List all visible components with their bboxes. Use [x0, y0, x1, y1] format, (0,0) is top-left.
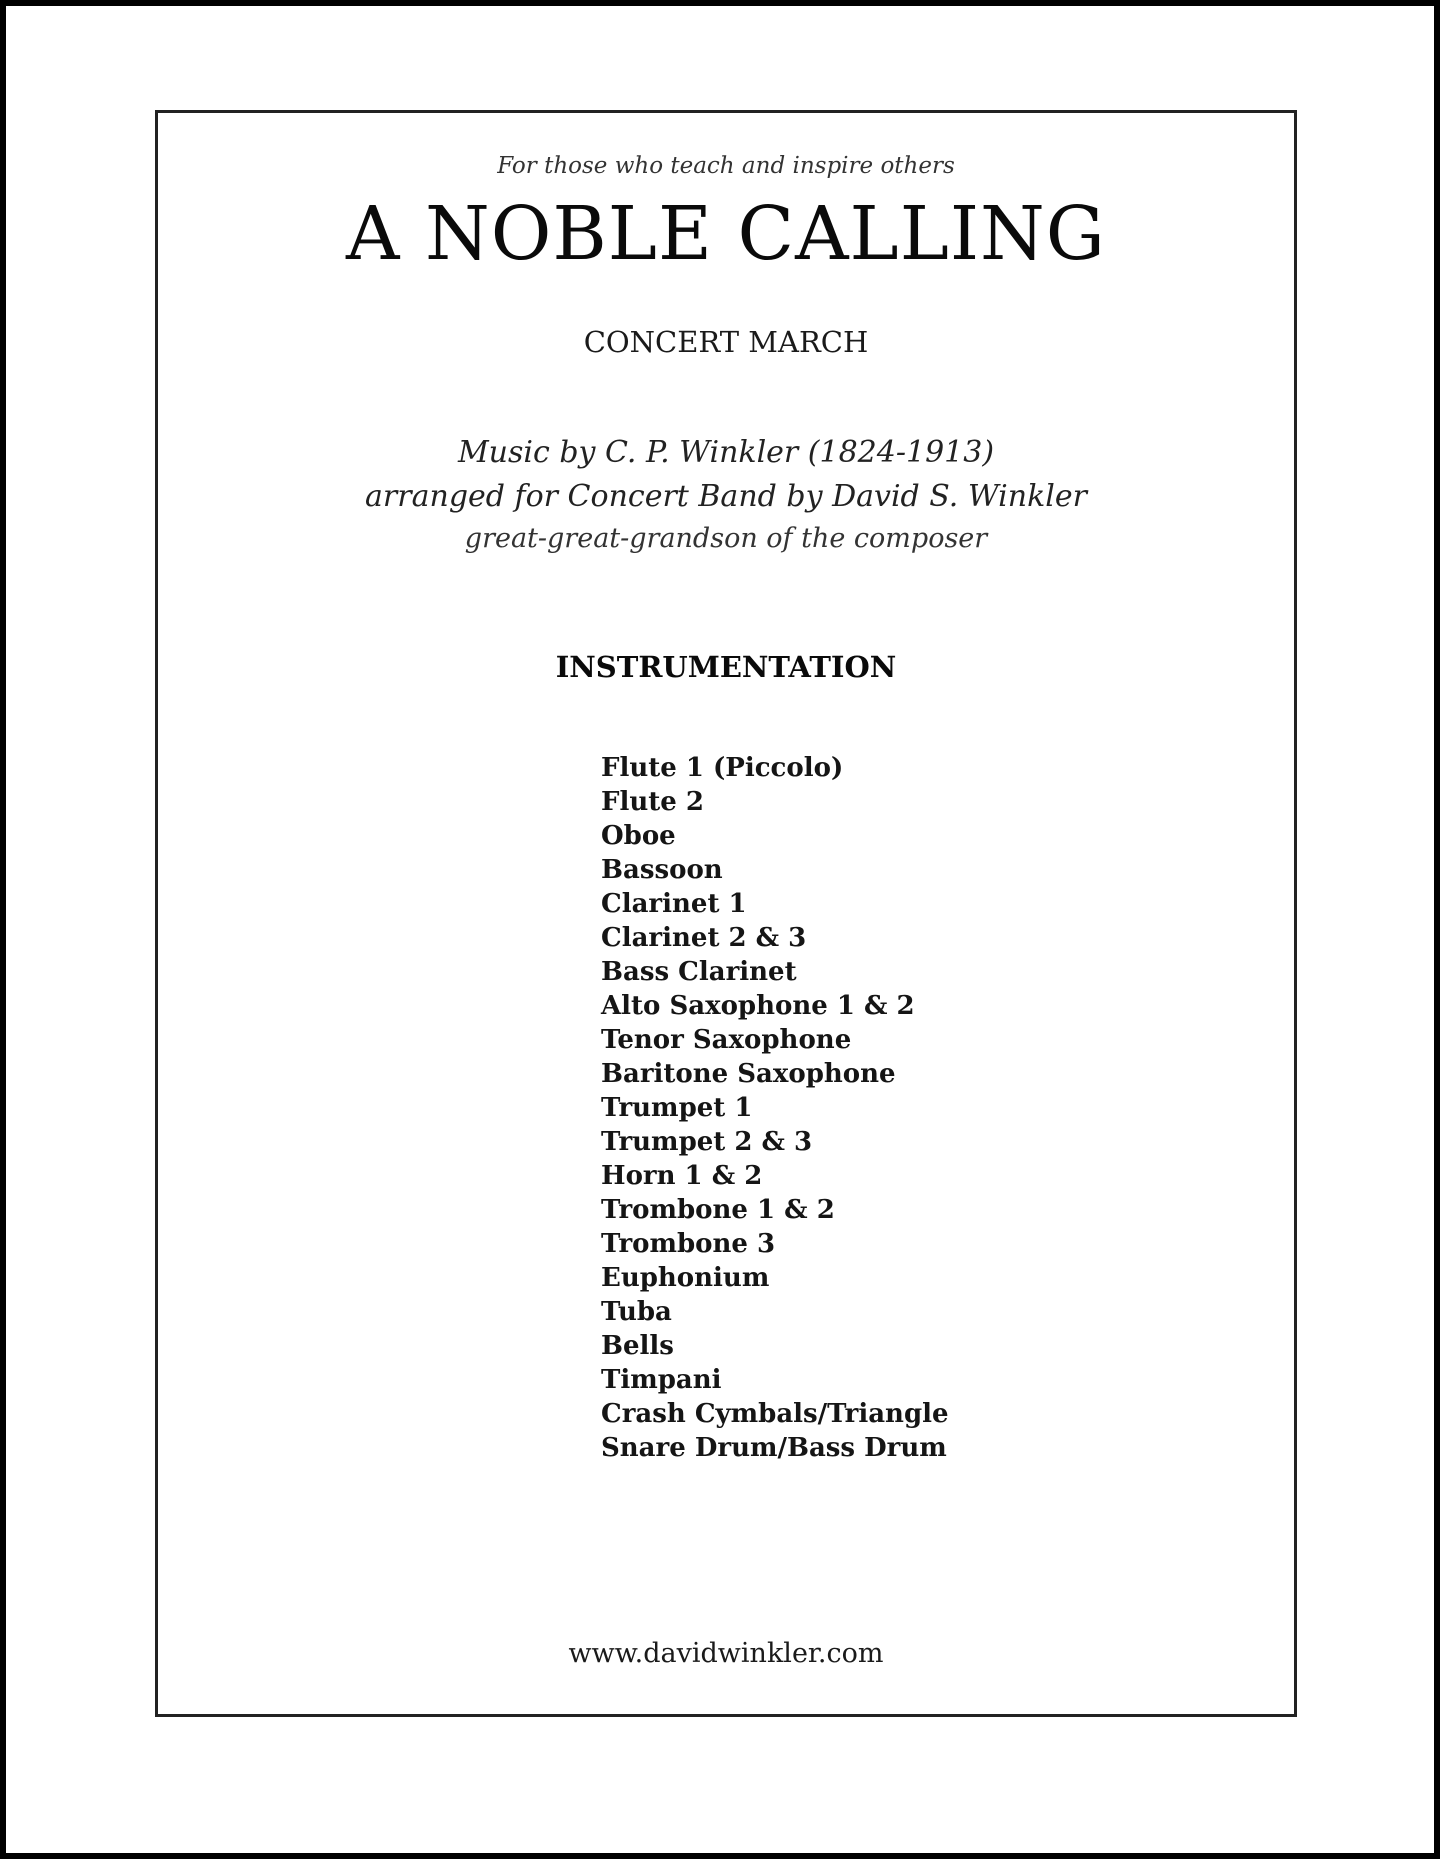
instrumentation-heading: INSTRUMENTATION [555, 650, 897, 684]
list-item: Tuba [601, 1297, 672, 1327]
list-item: Tenor Saxophone [601, 1025, 852, 1055]
list-item: Trombone 1 & 2 [601, 1195, 835, 1225]
composer-credit: Music by C. P. Winkler (1824-1913) [457, 435, 995, 470]
list-item: Alto Saxophone 1 & 2 [601, 991, 915, 1021]
instrument-list [601, 751, 949, 1465]
list-item: Flute 2 [601, 787, 704, 817]
page-title: A NOBLE CALLING [346, 191, 1106, 277]
list-item: Euphonium [601, 1263, 770, 1293]
list-item: Clarinet 2 & 3 [601, 923, 807, 953]
website-link: www.davidwinkler.com [568, 1638, 884, 1669]
list-item: Snare Drum/Bass Drum [601, 1433, 947, 1463]
list-item: Trumpet 1 [601, 1093, 753, 1123]
list-item: Bass Clarinet [601, 957, 797, 987]
list-item: Trombone 3 [601, 1229, 776, 1259]
relation-credit: great-great-grandson of the composer [464, 523, 988, 554]
list-item: Bells [601, 1331, 674, 1361]
dedication-line: For those who teach and inspire others [497, 153, 955, 179]
list-item: Bassoon [601, 855, 723, 885]
score-cover-frame [155, 110, 1297, 1717]
arranger-credit: arranged for Concert Band by David S. Winkler [365, 479, 1087, 514]
list-item: Crash Cymbals/Triangle [601, 1399, 949, 1429]
list-item: Baritone Saxophone [601, 1059, 896, 1089]
list-item: Flute 1 (Piccolo) [601, 753, 844, 783]
list-item: Clarinet 1 [601, 889, 747, 919]
list-item: Timpani [601, 1365, 722, 1395]
list-item: Horn 1 & 2 [601, 1161, 763, 1191]
list-item: Oboe [601, 821, 676, 851]
subtitle: CONCERT MARCH [583, 325, 869, 359]
list-item: Trumpet 2 & 3 [601, 1127, 813, 1157]
